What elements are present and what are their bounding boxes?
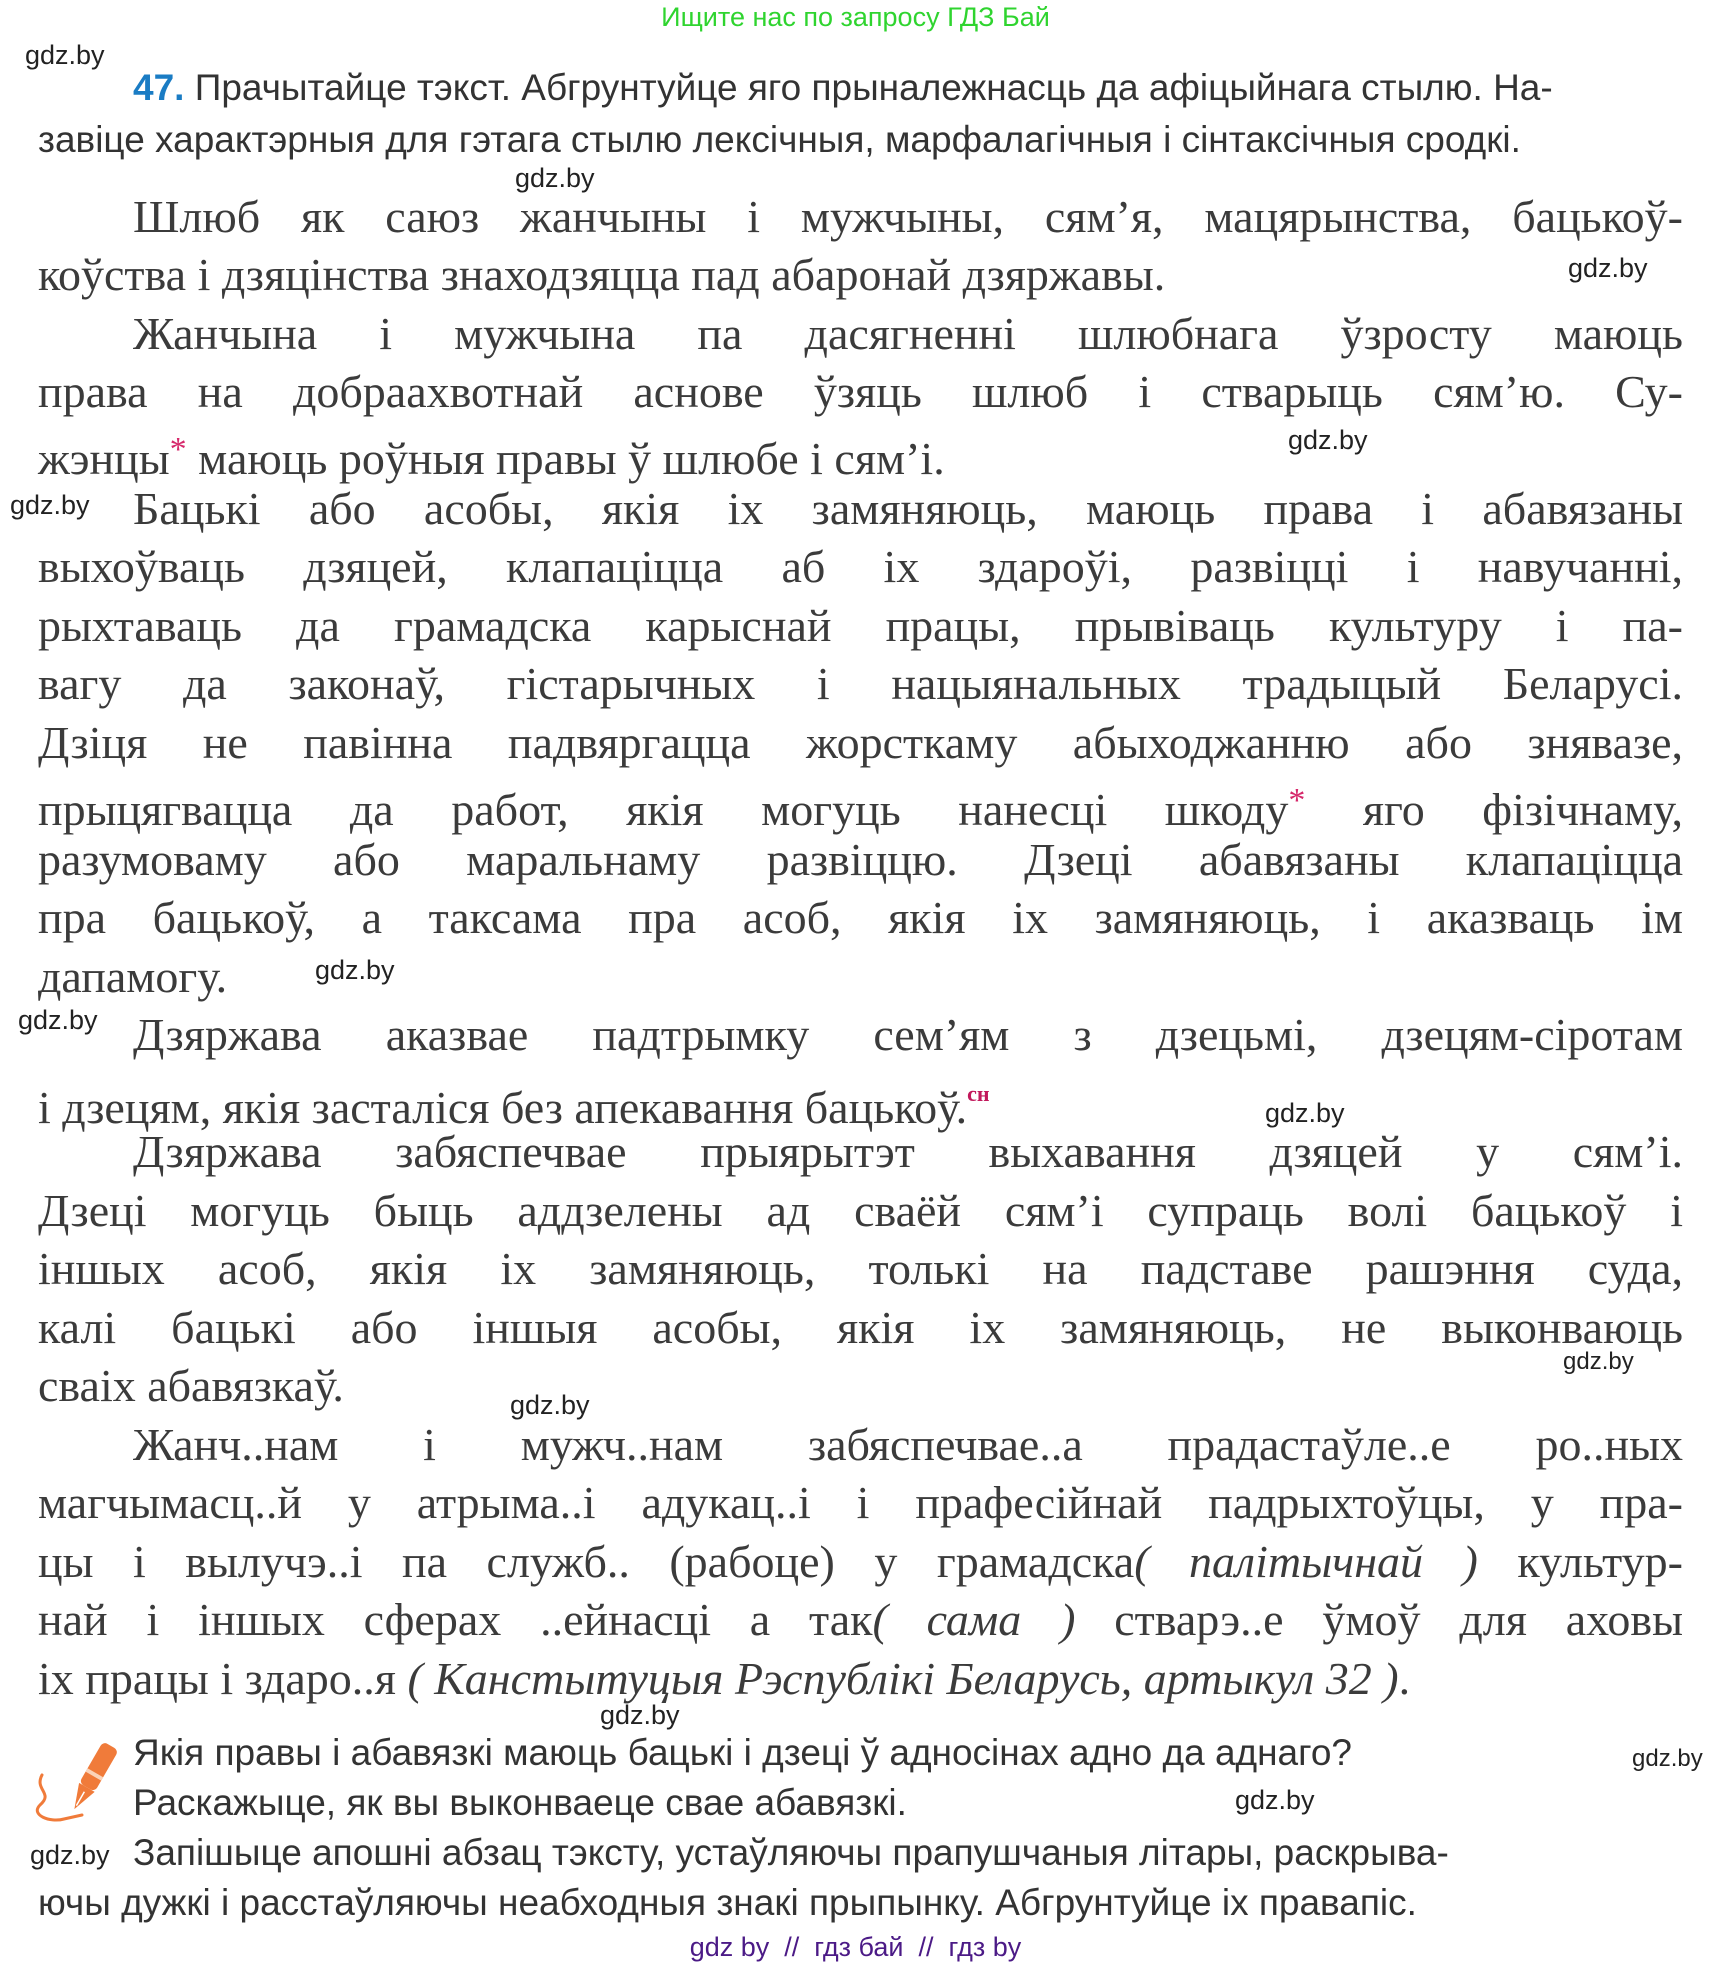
text-line: выхоўваць дзяцей, клапаціцца аб іх здароўі, развіцці і навучанні,: [38, 541, 1683, 592]
text-line: рыхтаваць да грамадска карыснай працы, прывіваць культуру і па-: [38, 600, 1683, 651]
exercise-number: 47.: [133, 67, 185, 108]
text-line: калі бацькі або іншыя асобы, якія іх замяняюць, не выконваюць: [38, 1302, 1683, 1353]
text-line: жэнцы* маюць роўныя правы ў шлюбе і сям’і.: [38, 431, 945, 484]
footer-links: gdz by // гдз бай // гдз by: [689, 1932, 1022, 1962]
watermark: gdz.by: [1568, 253, 1648, 283]
question-3-line-1: Запішыце апошні абзац тэксту, устаўляючы прапушчаныя літары, раскрыва-: [133, 1832, 1449, 1873]
watermark: gdz.by: [1632, 1745, 1703, 1772]
text-line: іншых асоб, якія іх замяняюць, толькі на падставе рашэння суда,: [38, 1243, 1683, 1294]
exercise-text-line: Жанч..нам і мужч..нам забяспечвае..а прадастаўле..е ро..ных: [133, 1419, 1683, 1470]
text-line: вагу да законаў, гістарычных і нацыянальных традыцый Беларусі.: [38, 658, 1683, 709]
text-line: Шлюб як саюз жанчыны і мужчыны, сям’я, мацярынства, бацькоў-: [133, 191, 1683, 242]
text-line: Дзяржава аказвае падтрымку сем’ям з дзецьмі, дзецям-сіротам: [133, 1009, 1683, 1060]
watermark: gdz.by: [510, 1390, 590, 1420]
exercise-text-line: магчымасц..й у атрыма..і адукац..і і прафесійнай падрыхтоўцы, у пра-: [38, 1477, 1683, 1528]
watermark: gdz.by: [10, 490, 90, 520]
watermark: gdz.by: [515, 163, 595, 193]
question-2: Раскажыце, як вы выконваеце свае абавязкі.: [133, 1782, 907, 1823]
text-line: Дзеці могуць быць аддзелены ад сваёй сям’і супраць волі бацькоў і: [38, 1185, 1683, 1236]
text-line: і дзецям, якія засталіся без апекавання бацькоў.$^{сн}$: [38, 1081, 990, 1133]
text-line: разумоваму або маральнаму развіццю. Дзеці абавязаны клапаціцца: [38, 834, 1683, 885]
text-line: сваіх абавязкаў.: [38, 1360, 344, 1411]
text-line: Дзіця не павінна падвяргацца жорсткаму абыходжанню або знявазе,: [38, 717, 1683, 768]
watermark: gdz.by: [1563, 1348, 1634, 1375]
text-line: прыцягвацца да работ, якія могуць нанесці шкоду* яго фізічнаму,: [38, 782, 1684, 835]
text-line: дапамогу.: [38, 951, 228, 1002]
text-line: Дзяржава забяспечвае прыярытэт выхавання дзяцей у сям’і.: [133, 1126, 1683, 1177]
marker-sn: сн: [967, 1081, 990, 1106]
watermark: gdz.by: [1235, 1785, 1315, 1815]
exercise-text-line: цы і вылучэ..і па служб.. (рабоце) у грамадска( палітычнай ) культур-: [38, 1536, 1683, 1587]
pen-icon: [30, 1735, 120, 1835]
question-1: Якія правы і абавязкі маюць бацькі і дзеці ў адносінах адно да аднаго?: [133, 1732, 1352, 1773]
asterisk-icon: *: [169, 431, 187, 468]
question-3-line-2: ючы дужкі і расстаўляючы неабходныя знакі прыпынку. Абгрунтуйце іх правапіс.: [38, 1882, 1417, 1923]
watermark: gdz.by: [600, 1700, 680, 1730]
text-line: коўства і дзяцінства знаходзяцца пад абаронай дзяржавы.: [38, 249, 1166, 300]
watermark: gdz.by: [18, 1005, 98, 1035]
watermark: gdz.by: [30, 1840, 110, 1870]
text-line: пра бацькоў, а таксама пра асоб, якія іх замяняюць, і аказваць ім: [38, 892, 1683, 943]
asterisk-icon: *: [1288, 782, 1306, 819]
watermark: gdz.by: [25, 40, 105, 70]
watermark: gdz.by: [1265, 1098, 1345, 1128]
exercise-task-line-2: завіце характэрныя для гэтага стылю лексічныя, марфалагічныя і сінтаксічныя сродкі.: [38, 119, 1521, 160]
text-line: Бацькі або асобы, якія іх замяняюць, маюць права і абавязаны: [133, 483, 1683, 534]
exercise-text-line: іх працы і здаро..я ( Канстытуцыя Рэспублікі Беларусь, артыкул 32 ).: [38, 1653, 1411, 1704]
exercise-task-line-1: 47. Прачытайце тэкст. Абгрунтуйце яго прыналежнасць да афіцыйнага стылю. На-: [133, 67, 1553, 108]
text-line: Жанчына і мужчына па дасягненні шлюбнага ўзросту маюць: [133, 308, 1683, 359]
search-banner: Ищите нас по запросу ГДЗ Бай: [661, 2, 1050, 32]
watermark: gdz.by: [1288, 425, 1368, 455]
exercise-text-line: най і іншых сферах ..ейнасці а так( сама ) стварэ..е ўмоў для аховы: [38, 1594, 1683, 1645]
text-line: права на добраахвотнай аснове ўзяць шлюб і стварыць сям’ю. Су-: [38, 366, 1683, 417]
watermark: gdz.by: [315, 955, 395, 985]
